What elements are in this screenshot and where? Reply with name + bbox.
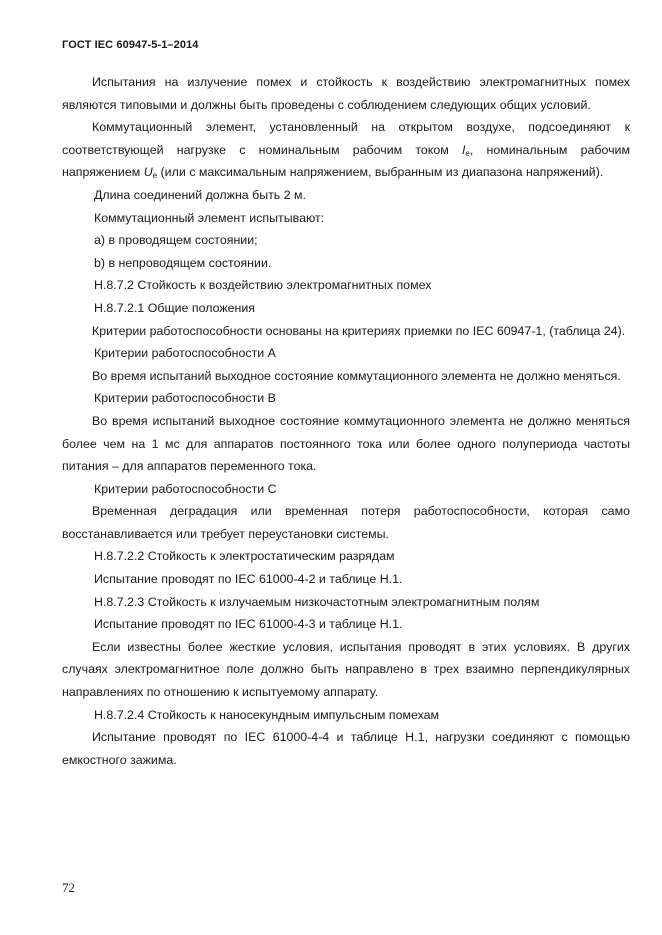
paragraph: Коммутационный элемент, установленный на открытом воздухе, подсоединяют к соответствующей нагрузке с номинальным рабочим током $I_e$, номинальным рабочим напряжением $U_e$ (или с максимальным напряжением, выбранным из диапазона напряжений). (62, 120, 630, 181)
paragraph: Если известны более жесткие условия, испытания проводят в этих условиях. В других случаях электромагнитное поле должно быть направлено в трех взаимно перпендикулярных направлениях по отношению к испытуемому аппарату. (62, 639, 630, 700)
list-item: b) в непроводящем состоянии. (94, 255, 272, 270)
paragraph: Временная деградация или временная потеря работоспособности, которая само восстанавливается или требует переустановки системы. (62, 504, 630, 541)
document-body (62, 71, 630, 771)
paragraph: Критерии работоспособности А (94, 346, 276, 361)
paragraph: Испытание проводят по IEC 61000-4-3 и таблице H.1. (94, 617, 403, 632)
list-item: a) в проводящем состоянии; (94, 233, 258, 248)
paragraph: Длина соединений должна быть 2 м. (94, 187, 306, 202)
section-heading: H.8.7.2.2 Стойкость к электростатическим разрядам (94, 549, 395, 564)
document-header: ГОСТ IEC 60947-5-1–2014 (62, 39, 199, 51)
paragraph: Критерии работоспособности основаны на критериях приемки по IEC 60947-1, (таблица 24). (92, 323, 626, 338)
paragraph: Во время испытаний выходное состояние коммутационного элемента не должно меняться более чем на 1 мс для аппаратов постоянного тока или более одного полупериода частоты питания – для аппаратов переменного тока. (62, 413, 630, 474)
paragraph: Испытание проводят по IEC 61000-4-2 и таблице H.1. (94, 572, 403, 587)
paragraph: Критерии работоспособности В (94, 391, 276, 406)
section-heading: H.8.7.2.1 Общие положения (94, 300, 256, 315)
section-heading: H.8.7.2.4 Стойкость к наносекундным импульсным помехам (94, 707, 440, 722)
paragraph: Во время испытаний выходное состояние коммутационного элемента не должно меняться. (92, 368, 621, 383)
paragraph: Испытание проводят по IEC 61000-4-4 и таблице H.1, нагрузки соединяют с помощью емкостного зажима. (62, 730, 630, 767)
paragraph: Коммутационный элемент испытывают: (94, 210, 325, 225)
section-heading: H.8.7.2 Стойкость к воздействию электромагнитных помех (94, 278, 432, 293)
paragraph: Испытания на излучение помех и стойкость к воздействию электромагнитных помех являются типовыми и должны быть проведены с соблюдением следующих общих условий. (62, 75, 630, 112)
section-heading: H.8.7.2.3 Стойкость к излучаемым низкочастотным электромагнитным полям (94, 594, 540, 609)
paragraph: Критерии работоспособности С (94, 481, 277, 496)
page-number: 72 (62, 880, 75, 895)
